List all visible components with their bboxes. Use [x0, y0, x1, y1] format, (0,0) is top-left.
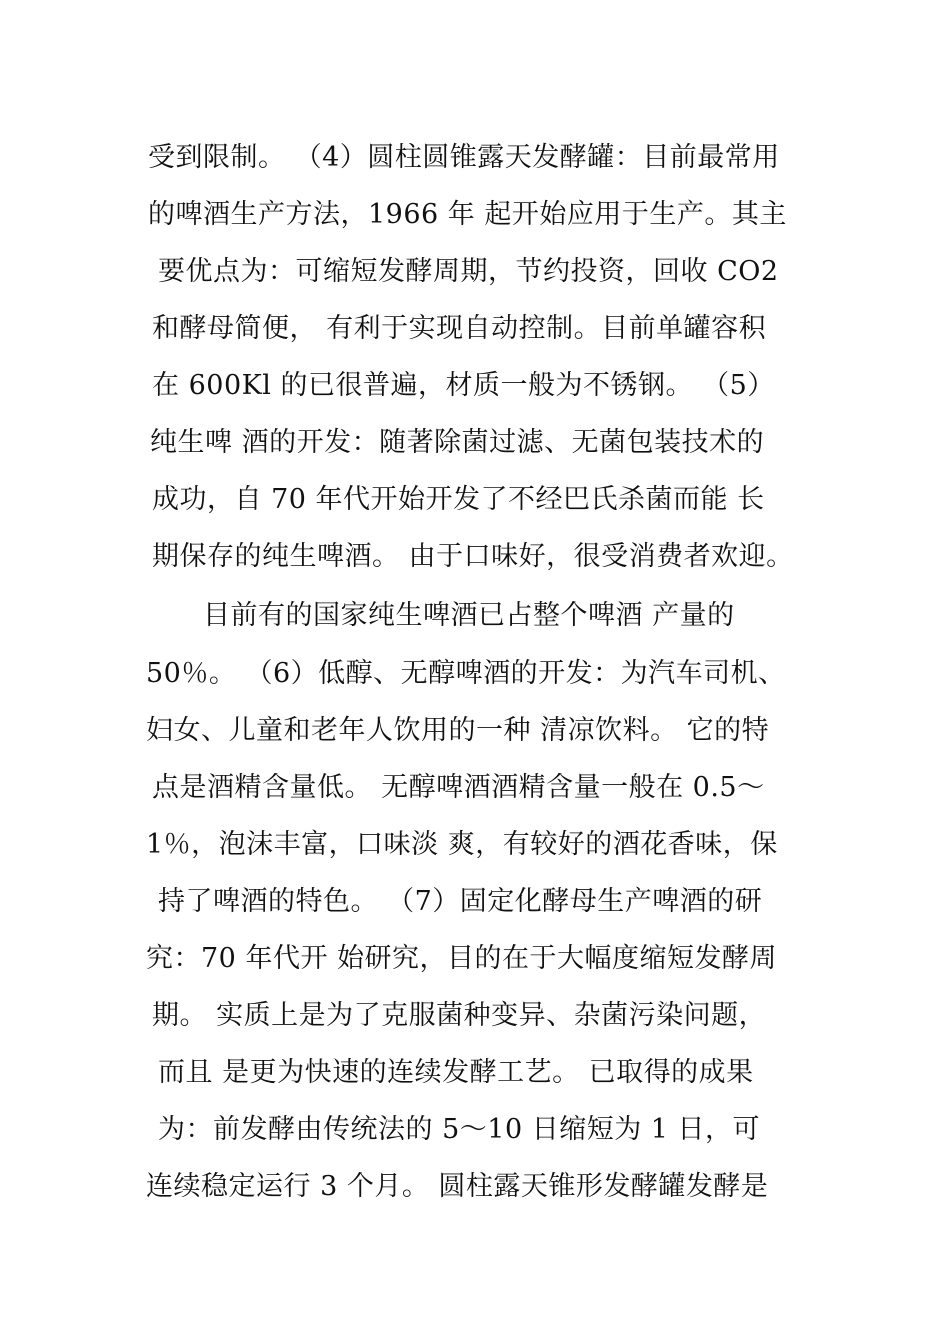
- text-line: 成功，自 70 年代开始开发了不经巴氏杀菌而能 长: [152, 484, 765, 515]
- text-line: 妇女、儿童和老年人饮用的一种 清凉饮料。 它的特: [146, 715, 770, 746]
- text-line: 1％，泡沫丰富，口味淡 爽，有较好的酒花香味，保: [146, 829, 778, 860]
- text-line: 50％。 （6）低醇、无醇啤酒的开发：为汽车司机、: [146, 658, 786, 689]
- text-line: 点是酒精含量低。 无醇啤酒酒精含量一般在 0.5～: [152, 772, 765, 803]
- text-line: 究：70 年代开 始研究，目的在于大幅度缩短发酵周: [146, 943, 778, 974]
- text-line: 期保存的纯生啤酒。 由于口味好，很受消费者欢迎。: [152, 541, 794, 572]
- text-line: 在 600Kl 的已很普遍，材质一般为不锈钢。 （5）: [152, 370, 775, 401]
- text-line: 纯生啤 酒的开发：随著除菌过滤、无菌包装技术的: [150, 427, 765, 458]
- text-line: 要优点为：可缩短发酵周期，节约投资，回收 CO2: [158, 256, 779, 287]
- text-line: 的啤酒生产方法，1966 年 起开始应用于生产。其主: [148, 199, 787, 230]
- text-line: 期。 实质上是为了克服菌种变异、杂菌污染问题，: [152, 1000, 767, 1031]
- text-line: 目前有的国家纯生啤酒已占整个啤酒 产量的: [203, 600, 735, 631]
- text-line: 受到限制。 （4）圆柱圆锥露天发酵罐：目前最常用: [148, 142, 780, 173]
- text-line: 为：前发酵由传统法的 5～10 日缩短为 1 日，可: [158, 1114, 761, 1145]
- text-line: 而且 是更为快速的连续发酵工艺。 已取得的成果: [158, 1057, 754, 1088]
- text-line: 和酵母简便， 有利于实现自动控制。目前单罐容积: [152, 313, 767, 344]
- text-line: 连续稳定运行 3 个月。 圆柱露天锥形发酵罐发酵是: [146, 1171, 769, 1202]
- text-line: 持了啤酒的特色。 （7）固定化酵母生产啤酒的研: [158, 886, 763, 917]
